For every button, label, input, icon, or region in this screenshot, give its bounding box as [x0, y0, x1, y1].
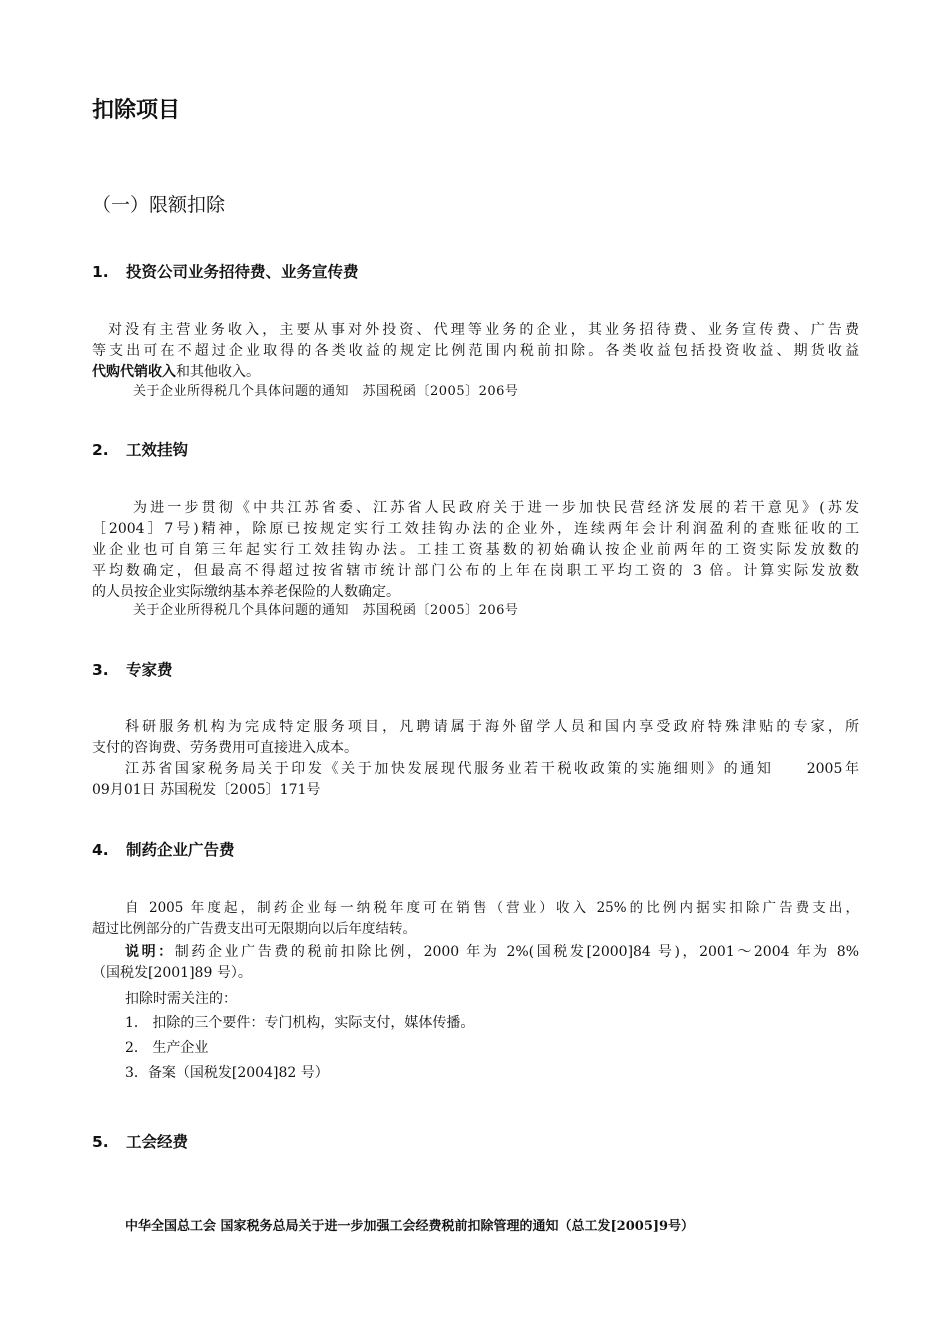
item-4-note-line-2: （国税发[2001]89 号）。	[92, 965, 252, 981]
item-4-attention-item: 2． 生产企业	[125, 1040, 209, 1056]
section-heading: （一）限额扣除	[92, 194, 226, 216]
item-4-title: 制药企业广告费	[126, 841, 235, 859]
item-2-line: 业企业也可自第三年起实行工效挂钩办法。工挂工资基数的初始确认按企业前两年的工资实际发放数的	[92, 542, 859, 558]
item-2-line: 平均数确定，但最高不得超过按省辖市统计部门公布的上年在岗职工平均工资的 3 倍。计算实际发放数	[92, 563, 859, 579]
item-1-line: 等支出可在不超过企业取得的各类收益的规定比例范围内税前扣除。各类收益包括投资收益、期货收益	[92, 343, 859, 359]
item-4-note-text: 制药企业广告费的税前扣除比例，2000 年为 2%(国税发[2000]84 号)，2001～2004 年为 8%	[174, 944, 859, 960]
item-3-source-line-2: 09月01日 苏国税发〔2005〕171号	[92, 782, 321, 798]
item-2-heading	[92, 438, 188, 460]
item-1-heading	[92, 260, 359, 282]
item-4-note	[92, 942, 859, 984]
item-4-line: 超过比例部分的广告费支出可无限期向以后年度结转。	[92, 921, 416, 937]
item-2-body	[92, 498, 859, 603]
item-2-line: ［2004］7号)精神，除原已按规定实行工效挂钩办法的企业外，连续两年会计利润盈利的查账征收的工	[92, 521, 859, 537]
item-5-title: 工会经费	[126, 1133, 189, 1151]
item-1-title: 投资公司业务招待费、业务宣传费	[126, 263, 359, 281]
item-4-attention: 扣除时需关注的：	[125, 991, 237, 1007]
item-2-line: 的人员按企业实际缴纳基本养老保险的人数确定。	[92, 584, 400, 600]
item-3-line: 支付的咨询费、劳务费用可直接进入成本。	[92, 740, 358, 756]
item-1-source: 关于企业所得税几个具体问题的通知 苏国税函〔2005〕206号	[133, 384, 519, 399]
page-title: 扣除项目	[92, 98, 181, 123]
item-1-number: 1.	[92, 263, 109, 281]
item-5-number: 5.	[92, 1133, 109, 1151]
item-3-line: 科研服务机构为完成特定服务项目，凡聘请属于海外留学人员和国内享受政府特殊津贴的专家，所	[125, 719, 859, 735]
item-5-heading	[92, 1130, 188, 1152]
item-4-attention-item: 3．备案（国税发[2004]82 号）	[125, 1065, 329, 1081]
item-3-body	[92, 717, 859, 801]
item-3-number: 3.	[92, 661, 109, 679]
item-1-line: 对没有主营业务收入，主要从事对外投资、代理等业务的企业，其业务招待费、业务宣传费、广告费	[108, 322, 859, 338]
item-2-line: 为进一步贯彻《中共江苏省委、江苏省人民政府关于进一步加快民营经济发展的若干意见》(苏发	[133, 500, 859, 516]
item-5-footer-citation: 中华全国总工会 国家税务总局关于进一步加强工会经费税前扣除管理的通知（总工发[2005]9号）	[125, 1219, 695, 1234]
item-4-note-line-1	[92, 942, 859, 963]
item-4-heading	[92, 838, 235, 860]
item-4-line: 自 2005 年度起，制药企业每一纳税年度可在销售（营业）收入 25%的比例内据实扣除广告费支出，	[125, 900, 859, 916]
item-3-title: 专家费	[126, 661, 173, 679]
item-3-source-line-1: 江苏省国家税务局关于印发《关于加快发展现代服务业若干税收政策的实施细则》的通知 2005年	[125, 761, 859, 777]
item-2-title: 工效挂钩	[126, 441, 189, 459]
item-3-heading	[92, 658, 173, 680]
item-1-bold-text: 代购代销收入	[92, 364, 176, 380]
item-1-body	[92, 320, 859, 383]
item-4-attention-item: 1． 扣除的三个要件：专门机构，实际支付，媒体传播。	[125, 1015, 475, 1031]
item-4-note-label: 说明：	[125, 944, 175, 960]
item-4-number: 4.	[92, 841, 109, 859]
item-4-body	[92, 898, 859, 940]
item-2-number: 2.	[92, 441, 109, 459]
item-2-source: 关于企业所得税几个具体问题的通知 苏国税函〔2005〕206号	[133, 603, 519, 618]
item-1-line-3-rest: 和其他收入。	[176, 364, 260, 380]
